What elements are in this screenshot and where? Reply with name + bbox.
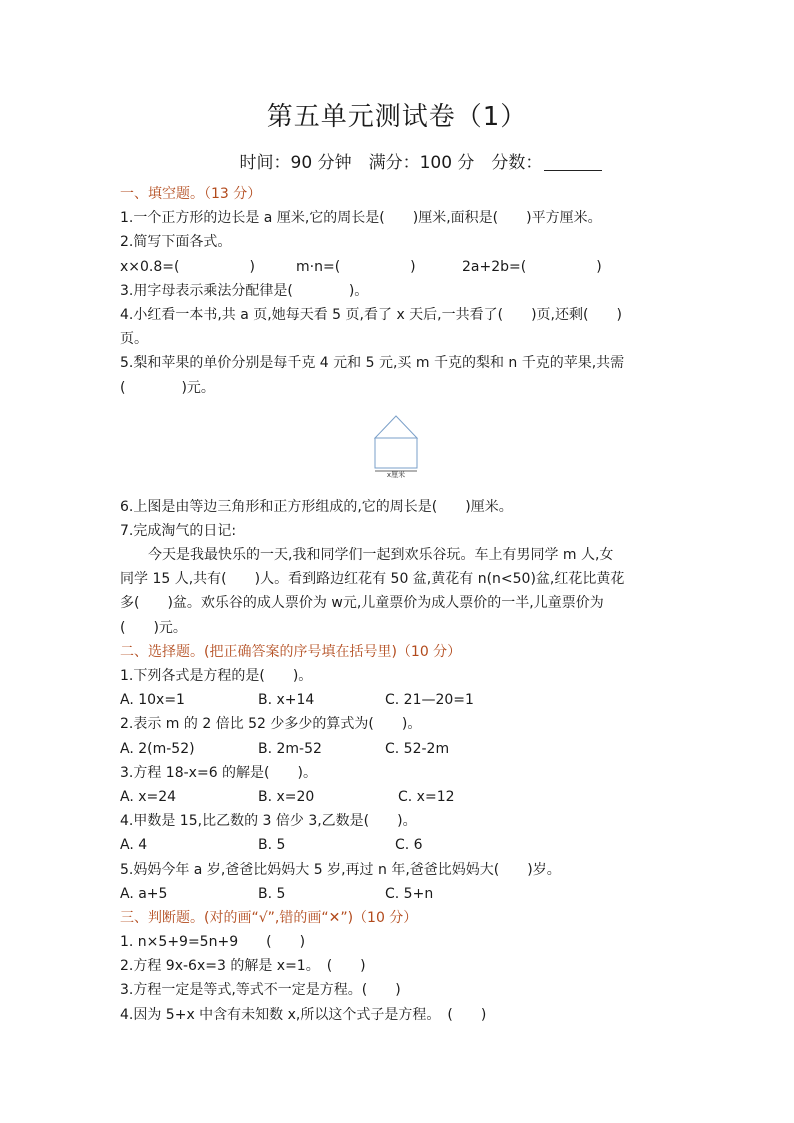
section-heading-choice: 二、选择题。(把正确答案的序号填在括号里)（10 分） [120,643,462,660]
question-1-2-items [120,255,680,279]
question-2-5-options [120,882,680,906]
question-1-2: 2.简写下面各式。 [120,234,232,251]
diary-line-2: 同学 15 人,共有( )人。看到路边红花有 50 盆,黄花有 n(n<50)盆,红花比黄花 [120,571,625,588]
question-2-1-options [120,688,680,712]
diary-line-1: 今天是我最快乐的一天,我和同学们一起到欢乐谷玩。车上有男同学 m 人,女 [148,547,614,564]
diary-line-4: ( )元。 [120,619,187,636]
section-heading-judgement: 三、判断题。(对的画“√”,错的画“✕”)（10 分） [120,909,418,926]
question-1-2-item-b: m·n=( ) [296,258,416,275]
option-c[interactable]: C. x=12 [398,788,455,805]
page-title: 第五单元测试卷（1） [266,102,528,132]
option-c[interactable]: C. 21—20=1 [385,692,474,709]
question-2-4: 4.甲数是 15,比乙数的 3 倍少 3,乙数是( )。 [120,813,417,830]
square-shape [375,438,417,468]
section-heading-fill-in: 一、填空题。（13 分） [120,186,262,202]
option-b[interactable]: B. x=20 [258,788,315,805]
question-1-1: 1.一个正方形的边长是 a 厘米,它的周长是( )厘米,面积是( )平方厘米。 [120,210,602,227]
diary-line-3: 多( )盆。欢乐谷的成人票价为 w元,儿童票价为成人票价的一半,儿童票价为 [120,595,604,612]
question-2-5: 5.妈妈今年 a 岁,爸爸比妈妈大 5 岁,再过 n 年,爸爸比妈妈大( )岁。 [120,861,561,878]
question-1-4-line-2: 页。 [120,331,148,348]
question-3-2: 2.方程 9x-6x=3 的解是 x=1。 ( ) [120,958,366,975]
question-2-3: 3.方程 18-x=6 的解是( )。 [120,764,317,781]
option-b[interactable]: B. 5 [258,837,286,854]
question-1-3: 3.用字母表示乘法分配律是( )。 [120,282,369,299]
exam-meta [0,148,794,173]
question-1-4-line-1: 4.小红看一本书,共 a 页,她每天看 5 页,看了 x 天后,一共看了( )页,还剩( ) [120,306,622,323]
option-b[interactable]: B. 5 [258,885,286,902]
question-2-2-options [120,737,680,761]
figure-block [120,400,680,495]
exam-meta-text: 时间：90 分钟 满分：100 分 分数： [239,153,543,173]
option-a[interactable]: A. 4 [120,837,148,854]
option-a[interactable]: A. x=24 [120,788,177,805]
house-figure [372,414,422,478]
question-2-1: 1.下列各式是方程的是( )。 [120,668,313,684]
option-c[interactable]: C. 6 [395,837,423,854]
question-3-1: 1. n×5+9=5n+9 ( ) [120,934,306,951]
question-1-5-line-2: ( )元。 [120,379,215,396]
question-2-2: 2.表示 m 的 2 倍比 52 少多少的算式为( )。 [120,716,422,733]
exam-content [120,182,680,1027]
question-1-6: 6.上图是由等边三角形和正方形组成的,它的周长是( )厘米。 [120,498,513,515]
question-1-5-line-1: 5.梨和苹果的单价分别是每千克 4 元和 5 元,买 m 千克的梨和 n 千克的苹果,共需 [120,355,625,372]
question-2-3-options [120,785,680,809]
option-b[interactable]: B. x+14 [258,692,315,709]
question-1-7: 7.完成淘气的日记: [120,522,237,539]
figure-label: x厘米 [386,470,406,478]
question-3-4: 4.因为 5+x 中含有未知数 x,所以这个式子是方程。 ( ) [120,1006,487,1023]
option-c[interactable]: C. 52-2m [385,740,450,757]
question-1-2-item-c: 2a+2b=( ) [462,258,602,275]
option-a[interactable]: A. a+5 [120,885,168,902]
option-a[interactable]: A. 10x=1 [120,692,185,709]
question-2-4-options [120,833,680,857]
question-3-3: 3.方程一定是等式,等式不一定是方程。( ) [120,982,401,999]
triangle-shape [375,416,417,438]
option-b[interactable]: B. 2m-52 [258,740,322,757]
option-a[interactable]: A. 2(m-52) [120,740,195,757]
question-1-2-item-a: x×0.8=( ) [120,258,255,275]
score-blank[interactable] [544,154,602,171]
option-c[interactable]: C. 5+n [385,885,434,902]
